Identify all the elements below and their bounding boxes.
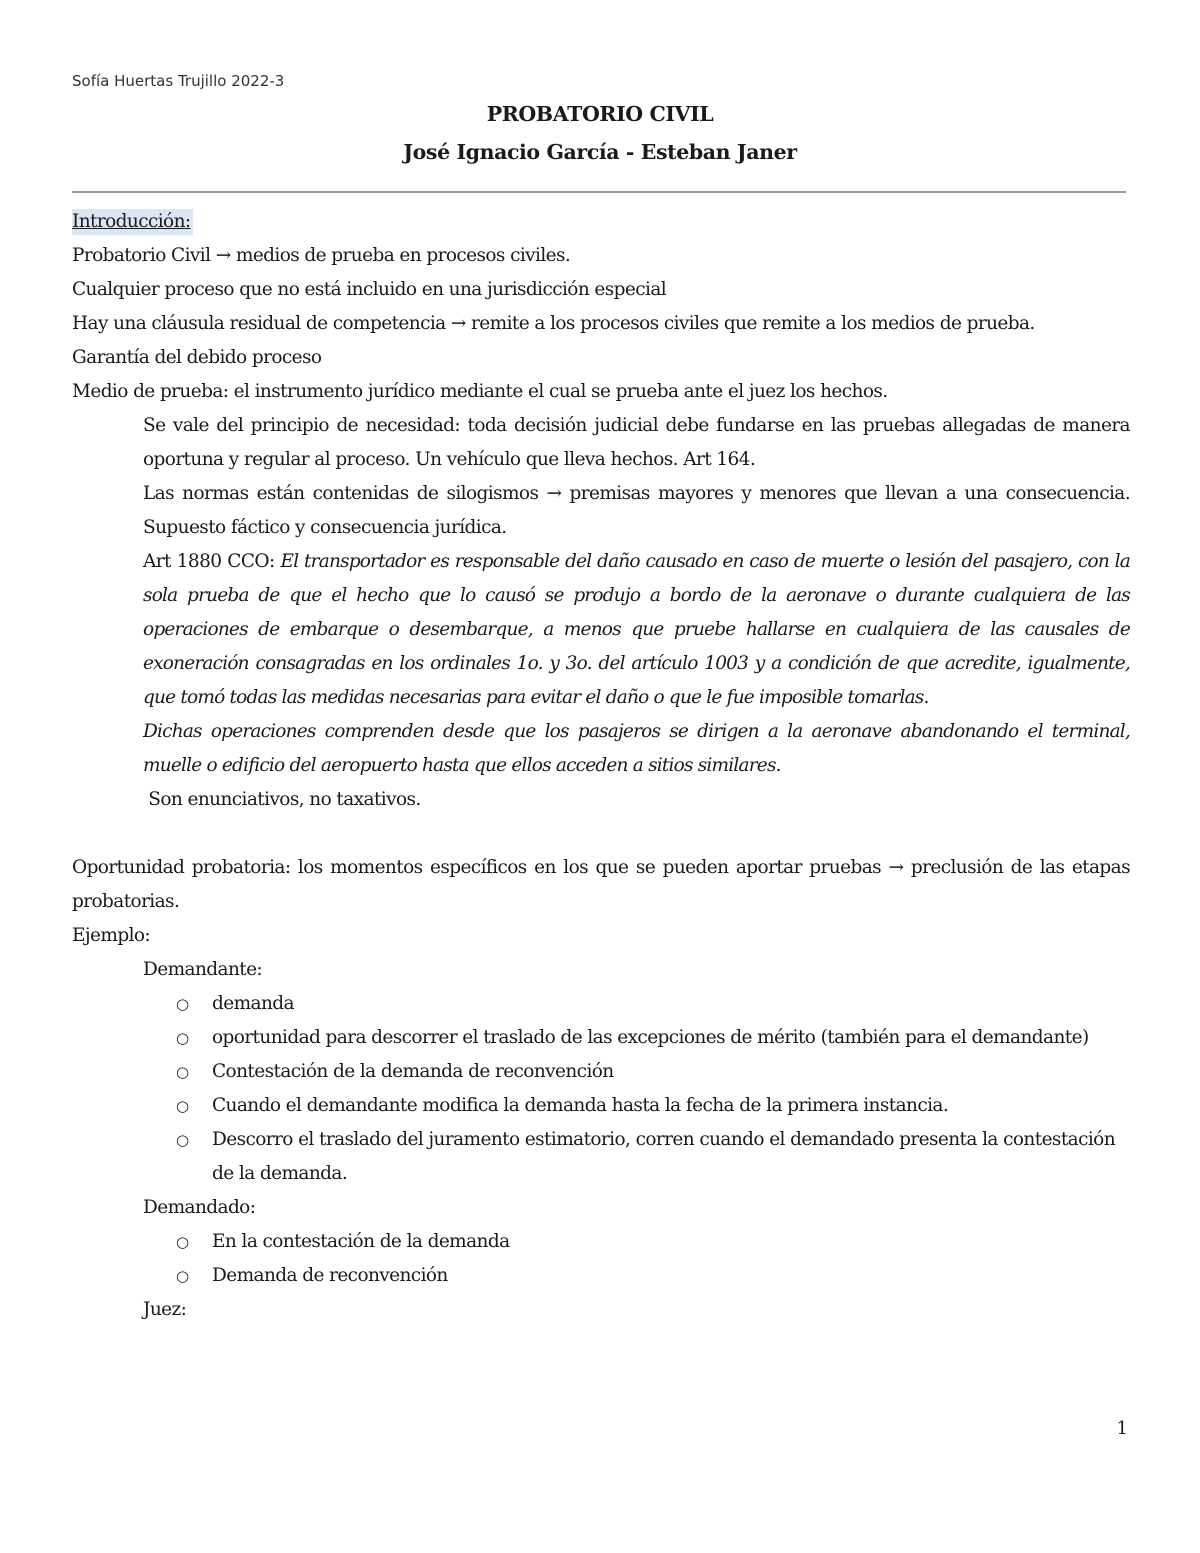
circle-bullet-icon: ○ [176, 1063, 189, 1081]
indented-paragraph: Son enunciativos, no taxativos. [143, 789, 421, 810]
paragraph: Hay una cláusula residual de competencia → remite a los procesos civiles que remite a los medios de prueba. [72, 313, 1035, 334]
header-note: Sofía Huertas Trujillo 2022-3 [72, 72, 285, 90]
circle-bullet-icon: ○ [176, 1233, 189, 1251]
list-item: ○ Descorro el traslado del juramento estimatorio, corren cuando el demandado presenta la contestación de la demanda. [212, 1123, 1130, 1191]
paragraph: Probatorio Civil → medios de prueba en procesos civiles. [72, 245, 571, 266]
article-quote [72, 545, 1130, 715]
paragraph-oportunidad: Oportunidad probatoria: los momentos específicos en los que se pueden aportar pruebas → preclusión de las etapas probatorias. [72, 857, 1130, 912]
juez-label: Juez: [143, 1299, 187, 1320]
demandado-label: Demandado: [143, 1197, 256, 1218]
article-label: Art 1880 CCO: [143, 551, 281, 572]
circle-bullet-icon: ○ [176, 1267, 189, 1285]
demandante-label: Demandante: [143, 959, 263, 980]
circle-bullet-icon: ○ [176, 1029, 189, 1047]
demandante-list [72, 987, 1130, 1191]
page-number: 1 [1116, 1418, 1128, 1439]
section-heading-intro: Introducción: [72, 205, 1130, 239]
list-item: ○ Cuando el demandante modifica la demanda hasta la fecha de la primera instancia. [212, 1089, 1130, 1123]
list-item: ○ Contestación de la demanda de reconvención [212, 1055, 1130, 1089]
document-title: PROBATORIO CIVIL [486, 102, 714, 126]
title-divider [72, 191, 1126, 193]
article-text: El transportador es responsable del daño causado en caso de muerte o lesión del pasajero, con la sola prueba de que el hecho que lo causó se produjo a bordo de la aeronave o durante cualquiera de las operaciones de embarque o desembarque, a menos que pruebe hallarse en cualquiera de las causales de exoneración consagradas en los ordinales 1o. y 3o. del artículo 1003 y a condición de que acredite, igualmente, que tomó todas las medidas necesarias para evitar el daño o que le fue imposible tomarlas. [143, 551, 1131, 708]
list-item: ○ Demanda de reconvención [212, 1259, 1130, 1293]
document-body [72, 205, 1130, 1327]
document-subtitle: José Ignacio García - Esteban Janer [403, 140, 797, 164]
blank-line [72, 817, 1130, 851]
ejemplo-label: Ejemplo: [72, 925, 151, 946]
list-item: ○ En la contestación de la demanda [212, 1225, 1130, 1259]
circle-bullet-icon: ○ [176, 1131, 189, 1149]
paragraph: Cualquier proceso que no está incluido en una jurisdicción especial [72, 279, 667, 300]
article-quote-continued: Dichas operaciones comprenden desde que los pasajeros se dirigen a la aeronave abandonando el terminal, muelle o edificio del aeropuerto hasta que ellos acceden a sitios similares. [143, 721, 1130, 776]
paragraph: Garantía del debido proceso [72, 347, 322, 368]
circle-bullet-icon: ○ [176, 1097, 189, 1115]
paragraph: Medio de prueba: el instrumento jurídico mediante el cual se prueba ante el juez los hechos. [72, 381, 888, 402]
indented-paragraph: Las normas están contenidas de silogismos → premisas mayores y menores que llevan a una consecuencia. Supuesto fáctico y consecuencia jurídica. [143, 483, 1130, 538]
indented-paragraph: Se vale del principio de necesidad: toda decisión judicial debe fundarse en las pruebas allegadas de manera oportuna y regular al proceso. Un vehículo que lleva hechos. Art 164. [143, 415, 1130, 470]
list-item: ○ demanda [212, 987, 1130, 1021]
list-item: ○ oportunidad para descorrer el traslado de las excepciones de mérito (también para el demandante) [212, 1021, 1130, 1055]
demandado-list [72, 1225, 1130, 1293]
circle-bullet-icon: ○ [176, 995, 189, 1013]
